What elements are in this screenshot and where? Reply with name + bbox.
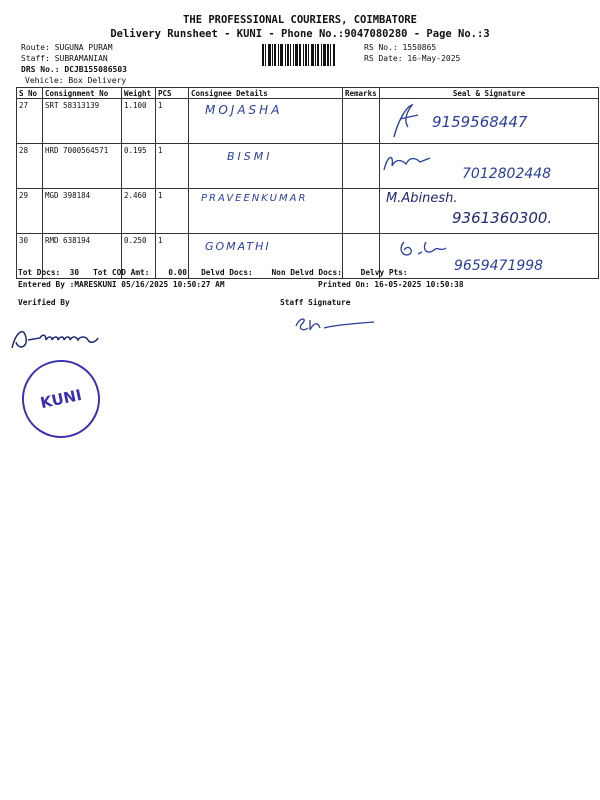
cell-consignment: RMD 638194 bbox=[43, 234, 122, 279]
cell-signature bbox=[380, 189, 599, 234]
col-header-consignee: Consignee Details bbox=[189, 88, 343, 99]
cell-weight: 0.250 bbox=[122, 234, 156, 279]
consignee-handwriting: MOJASHA bbox=[205, 103, 283, 117]
signature-phone: 9361360300. bbox=[452, 209, 553, 227]
col-header-pcs: PCS bbox=[156, 88, 189, 99]
cell-pcs: 1 bbox=[156, 144, 189, 189]
signature-phone: 7012802448 bbox=[462, 166, 552, 182]
cell-consignment: MGD 398184 bbox=[43, 189, 122, 234]
cell-signature bbox=[380, 234, 599, 279]
cell-remarks bbox=[343, 99, 380, 144]
signature-mark bbox=[384, 101, 434, 141]
cell-sno: 27 bbox=[17, 99, 43, 144]
route-info: Route: SUGUNA PURAM bbox=[21, 43, 113, 52]
cell-remarks bbox=[343, 144, 380, 189]
cell-weight: 0.195 bbox=[122, 144, 156, 189]
cell-consignee bbox=[189, 99, 343, 144]
printed-on: Printed On: 16-05-2025 10:50:38 bbox=[318, 280, 464, 289]
cell-weight: 1.100 bbox=[122, 99, 156, 144]
signature-mark bbox=[380, 148, 440, 178]
consignee-handwriting: BISMI bbox=[227, 150, 273, 163]
vehicle-info: Vehicle: Box Delivery bbox=[25, 76, 127, 85]
totals-line: Tot Docs: 30 Tot COD Amt: 0.00 Delvd Docs: Non Delvd Docs: Delvy Pts: bbox=[18, 268, 408, 277]
cell-signature bbox=[380, 99, 599, 144]
table-row bbox=[17, 99, 599, 144]
staff-signature-mark bbox=[290, 312, 386, 336]
col-header-weight: Weight bbox=[122, 88, 156, 99]
runsheet-table bbox=[16, 87, 599, 279]
cell-signature bbox=[380, 144, 599, 189]
barcode bbox=[262, 44, 350, 66]
signature-mark bbox=[396, 236, 456, 262]
cell-sno: 30 bbox=[17, 234, 43, 279]
signature-phone: 9659471998 bbox=[454, 258, 544, 274]
rs-date: RS Date: 16-May-2025 bbox=[364, 54, 461, 63]
drs-info: DRS No.: DCJB155086503 bbox=[21, 65, 127, 74]
staff-signature-label: Staff Signature bbox=[280, 298, 351, 307]
signature-name: M.Abinesh. bbox=[386, 191, 458, 206]
cell-pcs: 1 bbox=[156, 234, 189, 279]
cell-weight: 2.460 bbox=[122, 189, 156, 234]
cell-consignee bbox=[189, 144, 343, 189]
entered-by: Entered By :MARESKUNI 05/16/2025 10:50:27 AM bbox=[18, 280, 225, 289]
consignee-handwriting: PRAVEENKUMAR bbox=[201, 193, 308, 204]
col-header-signature: Seal & Signature bbox=[380, 88, 599, 99]
table-header-row bbox=[17, 88, 599, 99]
cell-sno: 28 bbox=[17, 144, 43, 189]
staff-info: Staff: SUBRAMANIAN bbox=[21, 54, 108, 63]
cell-pcs: 1 bbox=[156, 99, 189, 144]
cell-pcs: 1 bbox=[156, 189, 189, 234]
runsheet-title: Delivery Runsheet - KUNI - Phone No.:9047080280 - Page No.:3 bbox=[110, 28, 490, 40]
col-header-remarks: Remarks bbox=[343, 88, 380, 99]
cell-remarks bbox=[343, 189, 380, 234]
rs-number: RS No.: 1550865 bbox=[364, 43, 437, 52]
verified-signature bbox=[6, 318, 110, 354]
consignee-handwriting: GOMATHI bbox=[205, 240, 271, 253]
table-row bbox=[17, 189, 599, 234]
signature-phone: 9159568447 bbox=[432, 113, 528, 131]
cell-consignment: HRD 7000564571 bbox=[43, 144, 122, 189]
company-title: THE PROFESSIONAL COURIERS, COIMBATORE bbox=[183, 14, 417, 26]
col-header-sno: S No bbox=[17, 88, 43, 99]
kuni-stamp: KUNI bbox=[15, 353, 108, 446]
cell-consignee bbox=[189, 189, 343, 234]
cell-consignment: SRT 58313139 bbox=[43, 99, 122, 144]
table-row bbox=[17, 144, 599, 189]
verified-by-label: Verified By bbox=[18, 298, 70, 307]
cell-sno: 29 bbox=[17, 189, 43, 234]
col-header-consignment: Consignment No bbox=[43, 88, 122, 99]
